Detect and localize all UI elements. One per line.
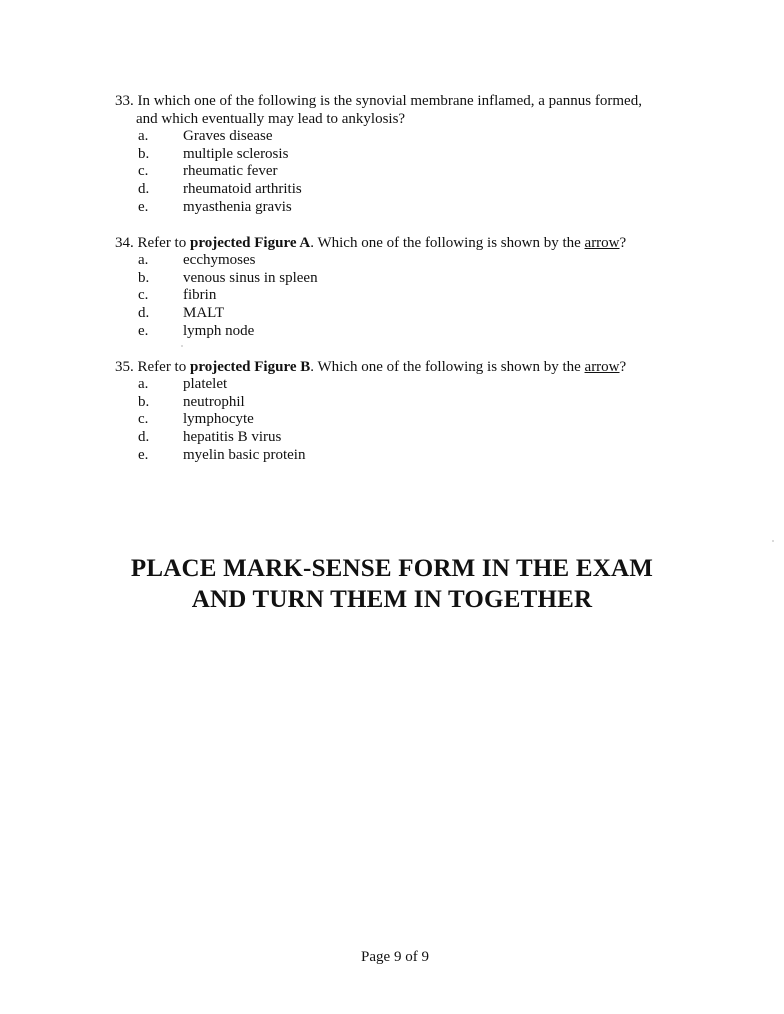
answer-choice: [115, 128, 675, 146]
choice-text: Graves disease: [183, 128, 273, 144]
answer-choice: [115, 181, 675, 199]
answer-choice: [115, 429, 675, 447]
choice-text: rheumatic fever: [183, 163, 278, 180]
scan-speck: [772, 540, 774, 542]
answer-choice: [115, 287, 675, 305]
question-stem: 33. In which one of the following is the synovial membrane inflamed, a pannus formed,: [115, 93, 642, 109]
question-34: [115, 234, 675, 341]
stem-prefix: 34. Refer to: [115, 235, 190, 251]
choice-text: rheumatoid arthritis: [183, 181, 302, 198]
choice-letter: b.: [138, 269, 150, 286]
instruction-line-2: AND TURN THEM IN TOGETHER: [191, 586, 593, 613]
choice-text: MALT: [183, 305, 225, 322]
choice-letter: e.: [138, 198, 149, 215]
scan-speck: [181, 345, 183, 347]
choice-text: hepatitis B virus: [183, 429, 282, 446]
choice-letter: d.: [138, 305, 150, 322]
figure-reference: projected Figure A: [189, 235, 311, 251]
answer-choice: [115, 323, 675, 341]
question-stem: [115, 234, 675, 252]
answer-choice: [115, 270, 675, 288]
answer-choice: [115, 447, 675, 465]
choice-text: platelet: [183, 376, 228, 392]
answer-choice: [115, 146, 675, 164]
answer-choice: [115, 376, 675, 394]
choice-letter: e.: [138, 322, 149, 339]
choice-letter: a.: [138, 376, 149, 392]
stem-middle: . Which one of the following is shown by the: [310, 235, 585, 251]
answer-choice: [115, 305, 675, 323]
answer-choice: [115, 163, 675, 181]
choice-letter: e.: [138, 446, 149, 463]
answer-choice: [115, 199, 675, 217]
choice-letter: a.: [138, 252, 149, 268]
choice-text: ecchymoses: [183, 252, 256, 268]
choice-letter: b.: [138, 145, 150, 162]
choice-text: fibrin: [183, 287, 217, 304]
choice-letter: d.: [138, 429, 150, 446]
choice-text: multiple sclerosis: [183, 145, 289, 162]
answer-choice: [115, 252, 675, 270]
page-number: Page 9 of 9: [361, 949, 429, 965]
choice-text: lymph node: [183, 322, 255, 339]
question-33: [115, 92, 675, 217]
instruction-line-1: PLACE MARK-SENSE FORM IN THE EXAM: [130, 555, 654, 582]
choice-text: venous sinus in spleen: [183, 269, 318, 286]
stem-prefix: 35. Refer to: [115, 359, 190, 375]
stem-suffix: ?: [619, 359, 627, 375]
choice-letter: d.: [138, 181, 150, 198]
submission-instruction: [0, 553, 784, 615]
choice-letter: c.: [138, 163, 149, 180]
stem-suffix: ?: [619, 235, 627, 251]
answer-choice: [115, 411, 675, 429]
choice-letter: a.: [138, 128, 149, 144]
choice-letter: c.: [138, 411, 149, 428]
question-stem-continuation: and which eventually may lead to ankylosis?: [136, 111, 406, 127]
answer-choice: [115, 394, 675, 412]
choice-letter: b.: [138, 393, 150, 410]
choice-text: myasthenia gravis: [183, 198, 292, 215]
choice-text: lymphocyte: [183, 411, 254, 428]
choice-text: neutrophil: [183, 393, 245, 410]
question-stem: [115, 358, 675, 376]
arrow-term: arrow: [584, 235, 620, 251]
stem-middle: . Which one of the following is shown by the: [310, 359, 585, 375]
question-35: [115, 358, 675, 465]
arrow-term: arrow: [584, 359, 620, 375]
figure-reference: projected Figure B: [189, 359, 311, 375]
choice-letter: c.: [138, 287, 149, 304]
choice-text: myelin basic protein: [183, 446, 306, 463]
